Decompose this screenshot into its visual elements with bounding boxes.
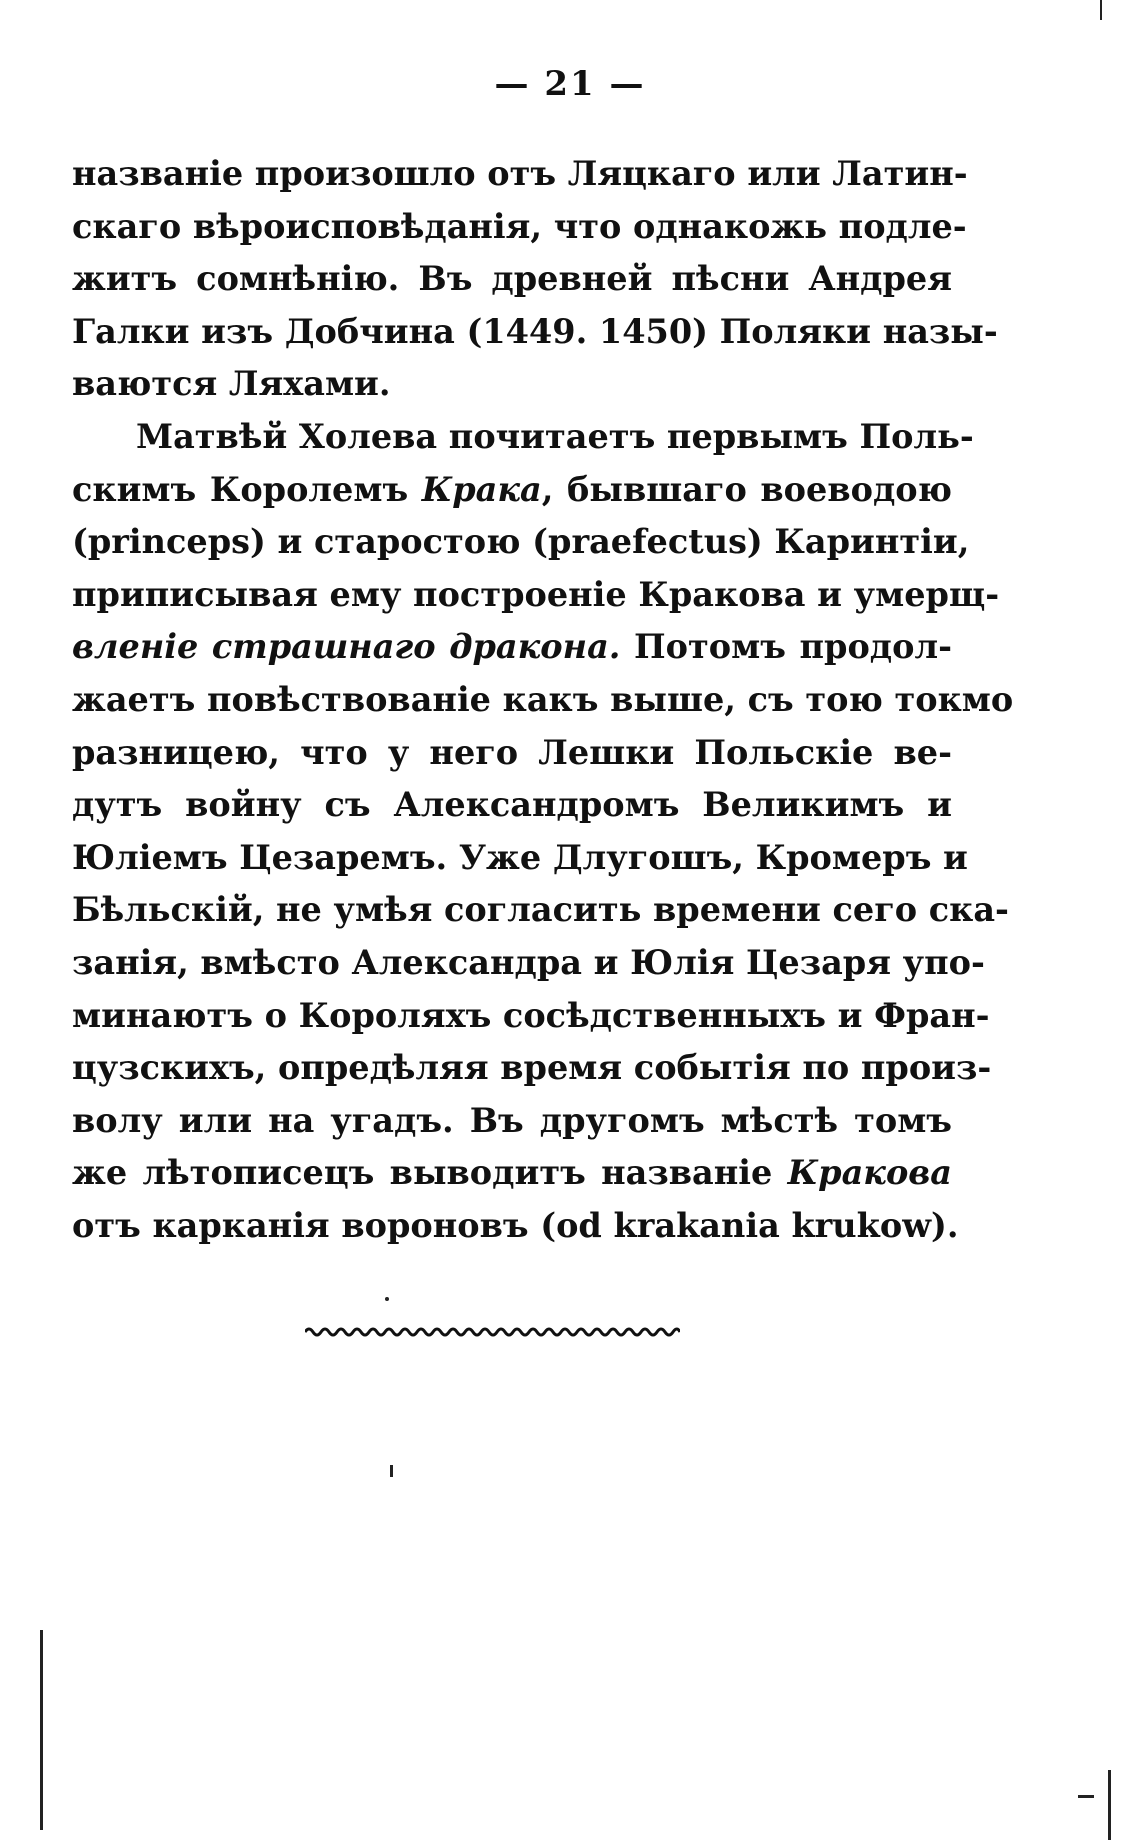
scan-edge-mark [1108, 1770, 1111, 1840]
scan-edge-mark [1100, 0, 1102, 20]
scan-dot [385, 1297, 389, 1301]
text-line: ваются Ляхами. [72, 364, 391, 404]
text-line: названіе произошло отъ Ляцкаго или Латин- [72, 154, 968, 193]
text-line: житъ сомнѣнію. Въ древней пѣсни Андрея [72, 259, 952, 299]
page-text [72, 148, 1014, 1252]
page-number: — 21 — [494, 64, 646, 104]
italic-text: вленіе страшнаго дракона. [72, 627, 621, 667]
scan-dot [390, 1465, 393, 1477]
scan-edge-mark [1078, 1795, 1094, 1798]
text-line: минаютъ о Короляхъ сосѣдственныхъ и Фран- [72, 995, 990, 1035]
text-line: Бѣльскій, не умѣя согласить времени сего ска- [72, 890, 1009, 930]
scan-edge-mark [40, 1630, 43, 1830]
italic-text: Крака [421, 469, 542, 509]
text-line-with-italic: скимъ Королемъ Крака, бывшаго воеводою [72, 469, 952, 509]
ornamental-divider [305, 1325, 680, 1339]
text-line: жаетъ повѣствованіе какъ выше, съ тою токмо [72, 679, 1014, 719]
text-line: отъ карканія вороновъ (od krakania krukow). [72, 1205, 959, 1245]
text-line: цузскихъ, опредѣляя время событія по произ- [72, 1048, 992, 1088]
text-line: Галки изъ Добчина (1449. 1450) Поляки назы- [72, 311, 998, 351]
text-line: приписывая ему построеніе Кракова и умерщ- [72, 574, 1000, 614]
italic-text: Кракова [787, 1153, 952, 1193]
text-line: Юліемъ Цезаремъ. Уже Длугошъ, Кромеръ и [72, 837, 968, 877]
text-line: разницею, что у него Лешки Польскіе ве- [72, 732, 952, 772]
text-line: Матвѣй Холева почитаетъ первымъ Поль- [136, 416, 974, 456]
text-line: занія, вмѣсто Александра и Юлія Цезаря упо- [72, 942, 985, 982]
text-line: (princeps) и старостою (praefectus) Каринтіи, [72, 522, 970, 562]
text-line: скаго вѣроисповѣданія, что однакожь подле- [72, 206, 967, 246]
text-line: дутъ войну съ Александромъ Великимъ и [72, 785, 952, 825]
text-line: волу или на угадъ. Въ другомъ мѣстѣ томъ [72, 1100, 952, 1140]
text-line-with-italic: же лѣтописецъ выводитъ названіе Кракова [72, 1153, 952, 1193]
text-line-with-italic: вленіе страшнаго дракона. Потомъ продол- [72, 627, 952, 667]
